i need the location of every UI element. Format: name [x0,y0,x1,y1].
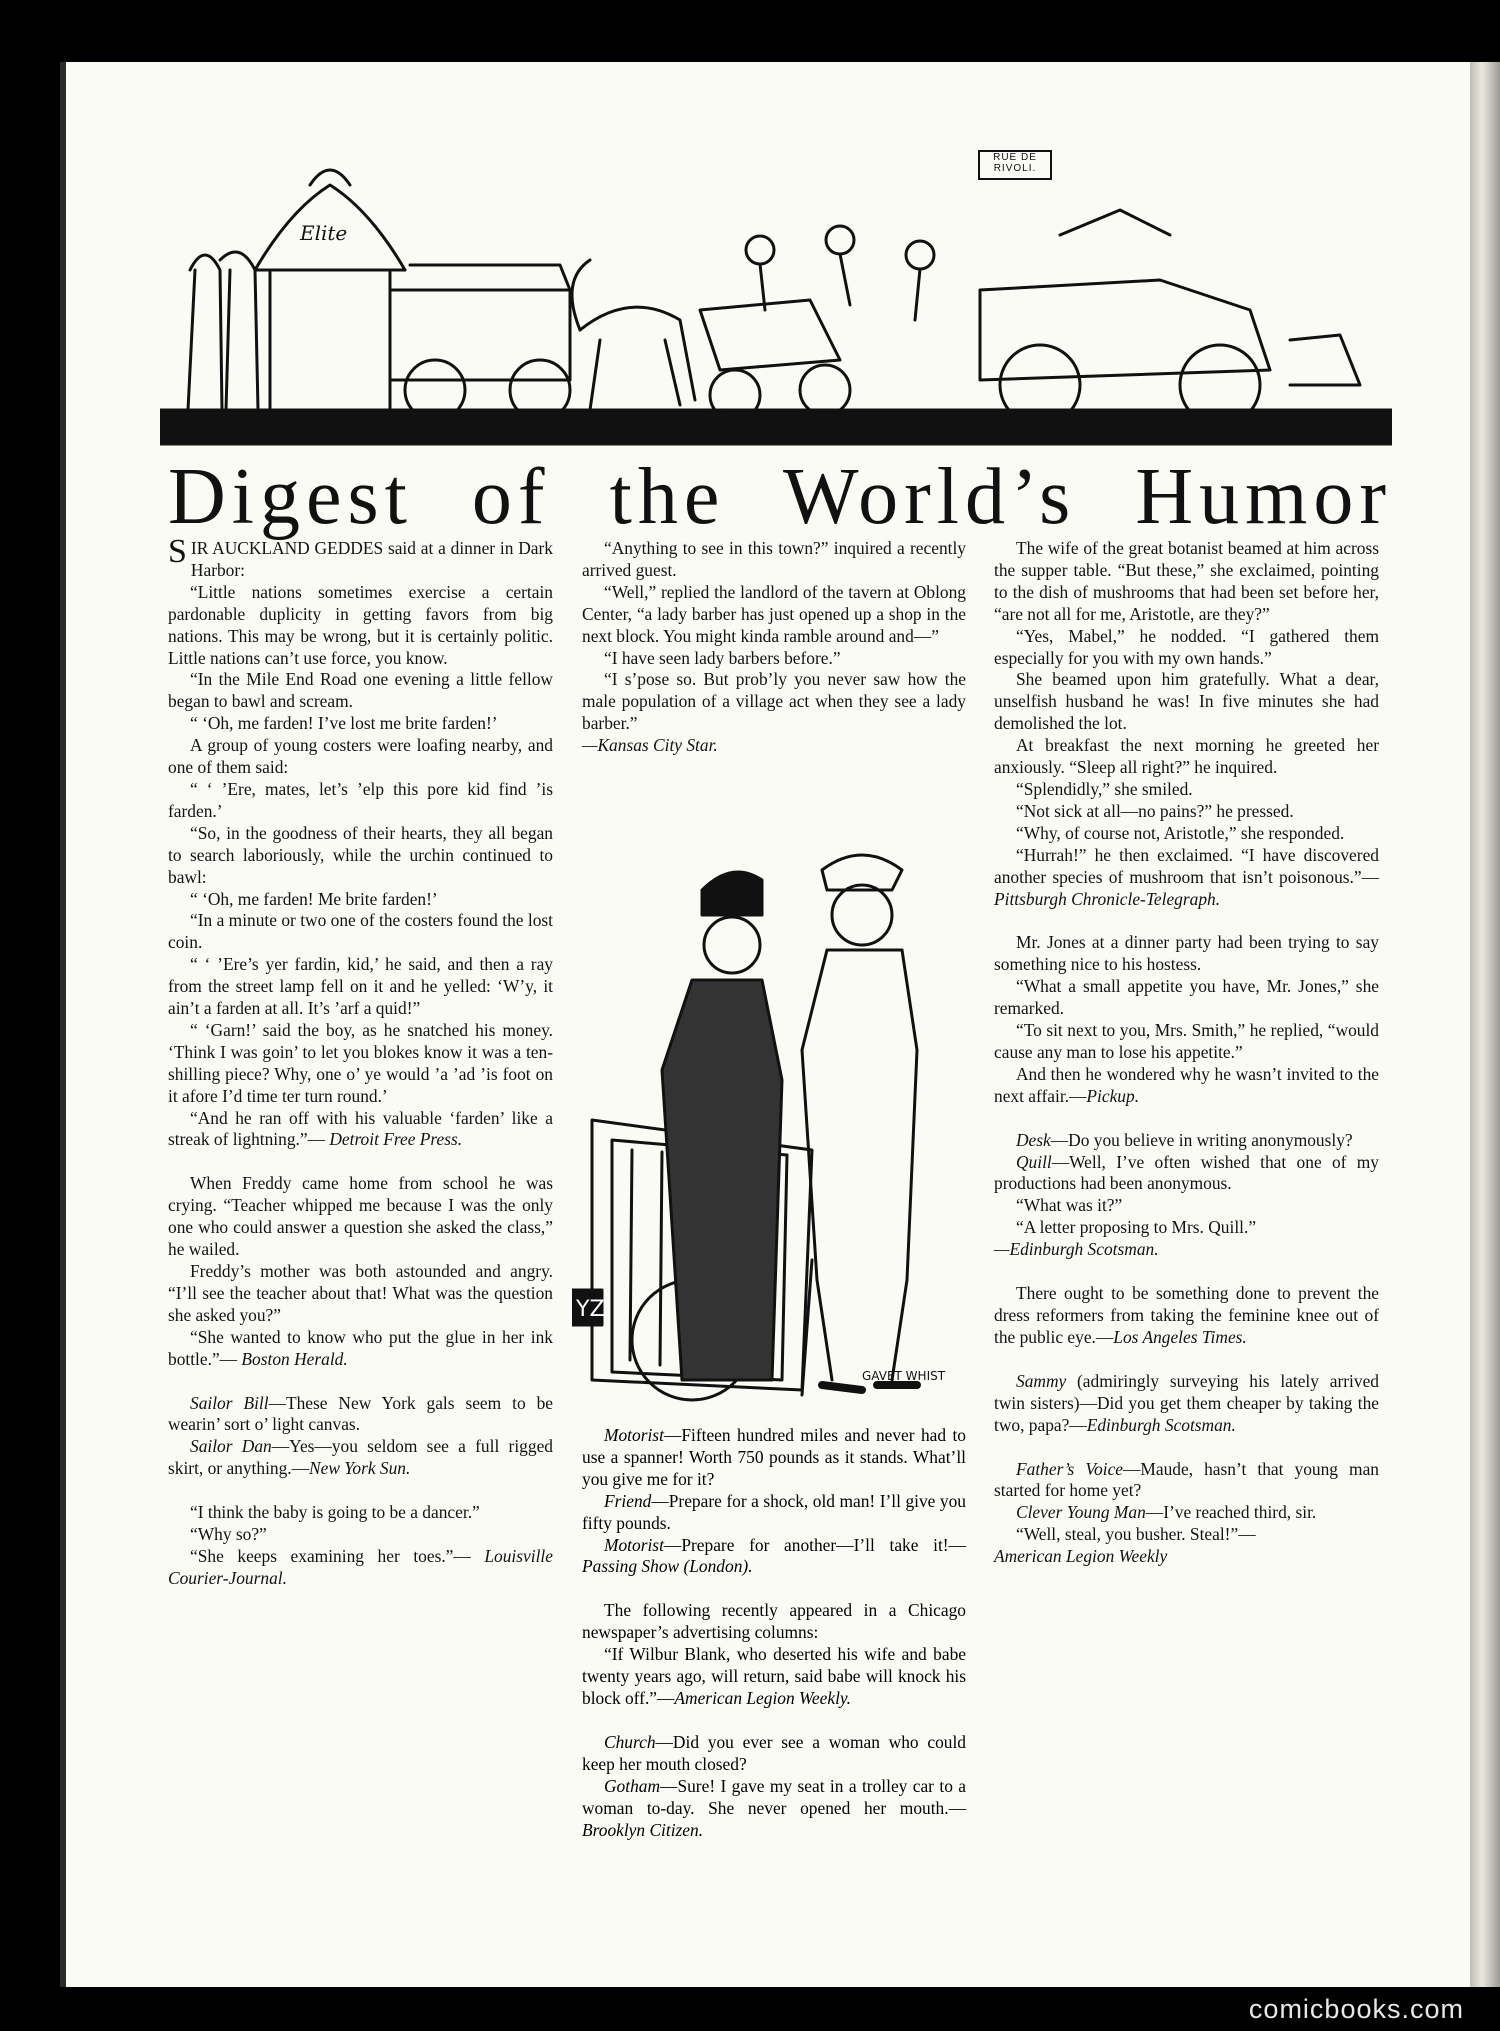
paragraph [994,1064,1379,1108]
paragraph [994,1130,1379,1152]
source-credit: Edinburgh Scotsman. [1086,1414,1236,1435]
paragraph [994,1502,1379,1524]
paragraph: “Why, of course not, Aristotle,” she responded. [1016,822,1345,843]
paragraph [582,1644,966,1710]
paragraph [168,1393,553,1437]
speaker: Clever Young Man [1016,1502,1146,1523]
paragraph [994,1459,1379,1503]
speaker: Friend [604,1490,652,1511]
paragraph [994,1546,1379,1568]
source-credit: Passing Show (London). [582,1556,753,1577]
paragraph: “Yes, Mabel,” he nodded. “I gathered them especially for you with my own hands.” [994,625,1379,668]
artist-signature: GAVET WHIST [862,1369,946,1383]
paragraph [168,1546,553,1590]
page-title: Digest of the World’s Humor [168,453,1392,541]
source-credit: Pittsburgh Chronicle-Telegraph. [994,888,1221,909]
paragraph [994,845,1379,911]
caption-line [582,1491,966,1535]
paragraph [168,1436,553,1480]
paragraph: “So, in the goodness of their hearts, they all began to search laboriously, while the urchin continued to bawl: [168,822,553,887]
drop-cap: S [168,533,187,570]
paragraph [994,1239,1379,1261]
text: “She keeps examining her toes.”— [190,1545,471,1566]
text: —Well, I’ve often wished that one of my productions had been anonymous. [994,1151,1379,1194]
speaker: Quill [1016,1151,1052,1172]
caption-line [582,1535,966,1579]
paragraph: The following recently appeared in a Chicago newspaper’s advertising columns: [582,1600,966,1643]
paragraph [168,1327,553,1371]
source-credit: Los Angeles Times. [1113,1326,1247,1347]
paragraph: Mr. Jones at a dinner party had been trying to say something nice to his hostess. [994,932,1379,975]
text: “Hurrah!” he then exclaimed. “I have discovered another species of mushroom that isn’t poisonous.”— [994,844,1379,887]
source-credit: American Legion Weekly [994,1546,1168,1567]
paragraph: A group of young costers were loafing nearby, and one of them said: [168,735,553,778]
paragraph: At breakfast the next morning he greeted her anxiously. “Sleep all right?” he inquired. [994,735,1379,778]
caption-line [582,1425,966,1491]
column-2 [582,538,966,757]
kiosk-sign-text: Elite [300,221,348,245]
watermark: comicbooks.com [1248,1994,1464,2024]
paragraph: “Why so?” [190,1524,267,1545]
text: —Maude, hasn’t that young man started for home yet? [994,1458,1379,1501]
page-edge [1470,62,1500,1987]
speaker: Motorist [604,1425,664,1445]
speaker: Gotham [604,1775,661,1796]
text: —Prepare for a shock, old man! I’ll give you fifty pounds. [582,1490,966,1533]
street-sign-line1: RUE DE [993,152,1037,163]
text: “And he ran off with his valuable ‘farden’ like a streak of lightning.”— [168,1107,553,1150]
text: “If Wilbur Blank, who deserted his wife and babe twenty years ago, will return, said babe will knock his block off.”— [582,1644,966,1708]
speaker: Church [604,1731,656,1752]
text: —These New York gals seem to be wearin’ sort o’ light canvas. [168,1392,553,1435]
paragraph: The wife of the great botanist beamed at him across the supper table. “But these,” she exclaimed, pointing to the dish of mushrooms that had been set before her, “are not all for me, Aristotle, are they?” [994,538,1379,624]
text: “She wanted to know who put the glue in her ink bottle.”— [168,1326,553,1369]
paragraph: Freddy’s mother was both astounded and angry. “I’ll see the teacher about that! What was the question she asked you?” [168,1261,553,1325]
source-credit: —Edinburgh Scotsman. [994,1239,1159,1260]
source-credit: New York Sun. [309,1458,411,1479]
speaker: Motorist [604,1534,664,1555]
paragraph [582,735,966,757]
source-credit: Boston Herald. [241,1348,348,1369]
paragraph [168,533,553,582]
column-3 [994,538,1379,1568]
paragraph: “Little nations sometimes exercise a certain pardonable duplicity in getting favors from big nations. This may be wrong, but it is certainly politic. Little nations can’t use force, you know. [168,581,553,668]
street-scene-illustration [160,140,1392,448]
paragraph: “ ‘Oh, me farden! I’ve lost me brite farden!’ [190,713,498,734]
text: —Yes—you seldom see a full rigged skirt, or anything.— [168,1436,553,1479]
paragraph: “A letter proposing to Mrs. Quill.” [1016,1217,1257,1238]
speaker: Desk [1016,1129,1051,1150]
paragraph [994,1152,1379,1196]
paragraph: “To sit next to you, Mrs. Smith,” he replied, “would cause any man to lose his appetite.” [994,1020,1379,1062]
column-2-lower [582,1425,966,1841]
text: IR AUCKLAND GEDDES said at a dinner in Dark Harbor: [190,538,553,580]
license-plate: YZ [576,1297,605,1322]
source-credit: —Kansas City Star. [582,735,718,756]
source-credit: Brooklyn Citizen. [582,1819,704,1840]
paragraph: “ ‘ ’Ere, mates, let’s ’elp this pore kid find ’is farden.’ [168,778,553,821]
paragraph: “Not sick at all—no pains?” he pressed. [1016,800,1294,821]
binding-spine [60,62,66,1987]
street-sign-line2: RIVOLI. [993,163,1037,174]
speaker: Sailor Dan [190,1436,272,1457]
source-credit: American Legion Weekly. [674,1687,852,1708]
paragraph: “Splendidly,” she smiled. [1016,778,1193,799]
paragraph: “In the Mile End Road one evening a little fellow began to bawl and scream. [168,669,553,712]
paragraph [994,1283,1379,1349]
paragraph: “What was it?” [1016,1195,1123,1216]
text: (admiringly surveying his lately arrived twin sisters)—Did you get them cheaper by taking the two, papa?— [994,1370,1379,1435]
paragraph: “ ‘ ’Ere’s yer fardin, kid,’ he said, and then a ray from the street lamp fell on it and he yelled: ‘W’y, it ain’t a farden at all. It’s ’arf a quid!” [168,954,553,1019]
paragraph [168,1108,553,1152]
paragraph: When Freddy came home from school he was crying. “Teacher whipped me because I was the only one who could answer a question she asked the class,” he wailed. [168,1173,553,1260]
speaker: Father’s Voice [1016,1458,1124,1479]
motorist-cartoon [572,820,972,1420]
paragraph: “I have seen lady barbers before.” [604,647,841,668]
text: There ought to be something done to prevent the dress reformers from taking the feminine knee out of the public eye.— [994,1283,1379,1347]
text: —Did you ever see a woman who could keep her mouth closed? [582,1731,966,1774]
paragraph [994,1371,1379,1437]
paragraph: “What a small appetite you have, Mr. Jones,” she remarked. [994,976,1379,1019]
paragraph: “Well, steal, you busher. Steal!”— [1016,1524,1256,1545]
paragraph [582,1776,966,1842]
paragraph: “ ‘Garn!’ said the boy, as he snatched his money. ‘Think I was goin’ to let you blokes know it was a ten-shilling piece? Why, one o’ ye would ’a ’ad ’is foot on it afore I’d time ter turn round.’ [168,1019,553,1106]
text: And then he wondered why he wasn’t invited to the next affair.— [994,1063,1379,1106]
paragraph [582,1732,966,1776]
paragraph: “Well,” replied the landlord of the tavern at Oblong Center, “a lady barber has just opened up a shop in the next block. You might kinda ramble around and—” [582,581,966,646]
text: —Sure! I gave my seat in a trolley car to a woman to-day. She never opened her mouth.— [582,1775,966,1818]
text: —Do you believe in writing anonymously? [1050,1129,1353,1150]
text: —Fifteen hundred miles and never had to use a spanner! Worth 750 pounds as it stands. What’ll you give me for it? [582,1425,966,1489]
paragraph: “I think the baby is going to be a dancer.” [190,1502,480,1523]
speaker: Sailor Bill [190,1392,269,1413]
source-credit: Pickup. [1086,1085,1140,1106]
source-credit: Detroit Free Press. [329,1129,463,1150]
paragraph: “ ‘Oh, me farden! Me brite farden!’ [190,888,438,909]
street-sign [978,150,1052,180]
source-credit: Louisville Courier-Journal. [168,1545,553,1588]
paragraph: “Anything to see in this town?” inquired a recently arrived guest. [582,538,966,580]
speaker: Sammy [1016,1370,1067,1391]
column-1 [168,533,553,1590]
text: —Prepare for another—I’ll take it!— [663,1534,966,1555]
paragraph: “In a minute or two one of the costers found the lost coin. [168,910,553,953]
text: —I’ve reached third, sir. [1145,1502,1317,1523]
paragraph: She beamed upon him gratefully. What a dear, unselfish husband he was! In five minutes she had demolished the lot. [994,669,1379,734]
paragraph: “I s’pose so. But prob’ly you never saw how the male population of a village act when they see a lady barber.” [582,669,966,734]
